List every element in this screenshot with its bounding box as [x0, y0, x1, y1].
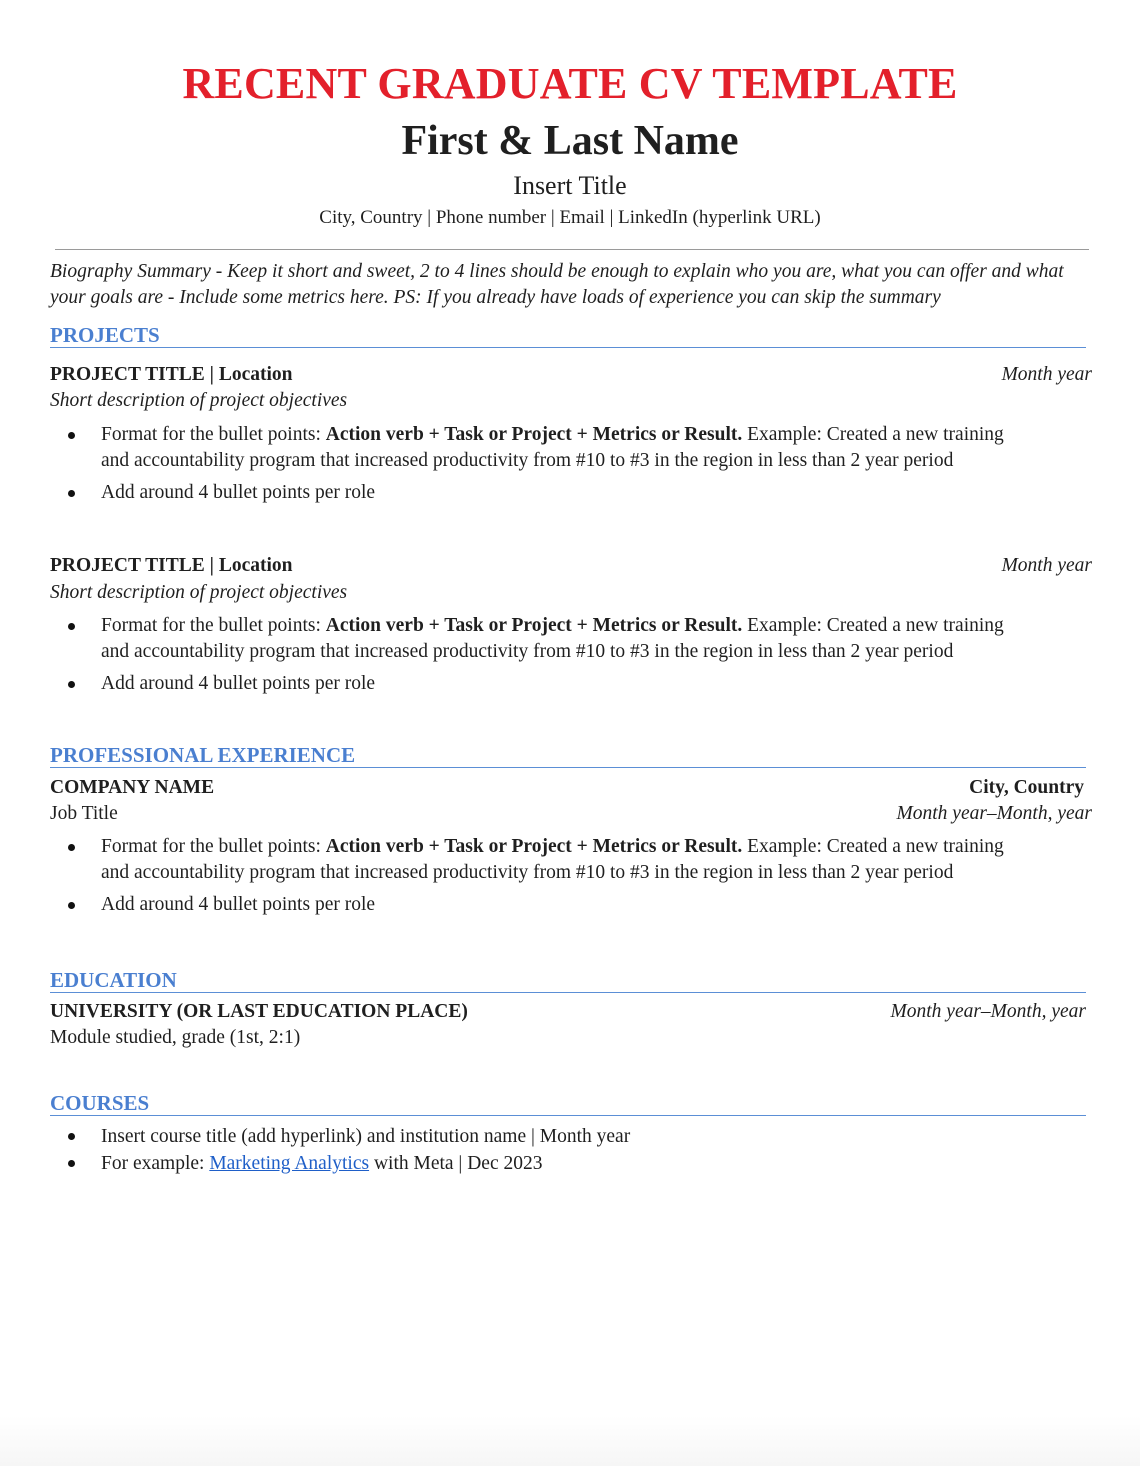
experience-header [50, 775, 1084, 800]
document-title: RECENT GRADUATE CV TEMPLATE [182, 59, 958, 108]
list-item [50, 480, 1030, 506]
institution-name: UNIVERSITY (OR LAST EDUCATION PLACE) [50, 1001, 468, 1022]
company-name: COMPANY NAME [50, 777, 215, 798]
education-header [50, 999, 1086, 1024]
page-bottom-shadow [0, 1416, 1140, 1466]
section-heading-education [50, 968, 1086, 993]
list-item [50, 892, 1030, 918]
bullet-format-rest: Example: Created a new training and accountability program that increased productivity from #10 to #3 in the region in less than 2 year period [101, 615, 1004, 662]
project-date: Month year [1001, 364, 1092, 385]
list-item [50, 1150, 1030, 1177]
education-detail: Module studied, grade (1st, 2:1) [50, 1027, 301, 1048]
section-heading-projects [50, 323, 1086, 348]
bullet-icon [68, 681, 75, 688]
bullet-add-around: Add around 4 bullet points per role [101, 894, 376, 915]
project-description: Short description of project objectives [50, 582, 348, 603]
project-title: PROJECT TITLE | Location [50, 364, 293, 385]
bullet-icon [68, 432, 75, 439]
bullet-format-bold: Action verb + Task or Project + Metrics or Result. [325, 424, 743, 445]
course-example-suffix: with Meta | Dec 2023 [369, 1153, 543, 1174]
section-heading-label: COURSES [50, 1091, 150, 1115]
contact-line: City, Country | Phone number | Email | LinkedIn (hyperlink URL) [319, 207, 821, 228]
project-description: Short description of project objectives [50, 390, 348, 411]
section-heading-experience [50, 743, 1086, 768]
bullet-icon [68, 844, 75, 851]
project-date: Month year [1001, 555, 1092, 576]
courses-list [50, 1123, 1030, 1177]
course-link[interactable]: Marketing Analytics [209, 1153, 370, 1174]
bullet-icon [68, 902, 75, 909]
section-heading-label: EDUCATION [50, 968, 177, 992]
list-item [50, 613, 1030, 664]
list-item [50, 1123, 1030, 1150]
header-divider [55, 249, 1089, 250]
bullet-add-around: Add around 4 bullet points per role [101, 482, 376, 503]
biography-summary: Biography Summary - Keep it short and sweet, 2 to 4 lines should be enough to explain who you are, what you can offer and what your goals are - Include some metrics here. PS: If you already have loads of experience you can skip the summary [50, 261, 1064, 308]
section-heading-label: PROFESSIONAL EXPERIENCE [50, 743, 356, 767]
bullet-format-prefix: Format for the bullet points: [101, 615, 326, 636]
job-title: Job Title [50, 803, 118, 824]
project-2-header [50, 553, 1092, 578]
education-dates: Month year–Month, year [890, 1001, 1086, 1022]
bullet-format-rest: Example: Created a new training and accountability program that increased productivity from #10 to #3 in the region in less than 2 year period [101, 836, 1004, 883]
bullet-icon [68, 490, 75, 497]
course-item-text: Insert course title (add hyperlink) and institution name | Month year [101, 1126, 631, 1147]
list-item [50, 671, 1030, 697]
bullet-icon [68, 623, 75, 630]
bullet-add-around: Add around 4 bullet points per role [101, 673, 376, 694]
candidate-name: First & Last Name [401, 118, 739, 164]
candidate-title: Insert Title [513, 171, 627, 200]
project-1-bullets [50, 422, 1030, 506]
bullet-icon [68, 1133, 75, 1140]
project-title: PROJECT TITLE | Location [50, 555, 293, 576]
project-1-header [50, 362, 1092, 387]
section-heading-label: PROJECTS [50, 323, 160, 347]
experience-subheader [50, 801, 1092, 826]
job-dates: Month year–Month, year [896, 803, 1092, 824]
bullet-format-bold: Action verb + Task or Project + Metrics or Result. [325, 836, 743, 857]
bullet-format-prefix: Format for the bullet points: [101, 836, 326, 857]
list-item [50, 834, 1030, 885]
project-2-bullets [50, 613, 1030, 697]
experience-bullets [50, 834, 1030, 918]
bullet-icon [68, 1160, 75, 1167]
section-heading-courses [50, 1091, 1086, 1116]
bullet-format-bold: Action verb + Task or Project + Metrics or Result. [325, 615, 743, 636]
bullet-format-rest: Example: Created a new training and accountability program that increased productivity from #10 to #3 in the region in less than 2 year period [101, 424, 1004, 471]
bullet-format-prefix: Format for the bullet points: [101, 424, 326, 445]
company-location: City, Country [969, 777, 1084, 798]
course-example-prefix: For example: [101, 1153, 210, 1174]
list-item [50, 422, 1030, 473]
